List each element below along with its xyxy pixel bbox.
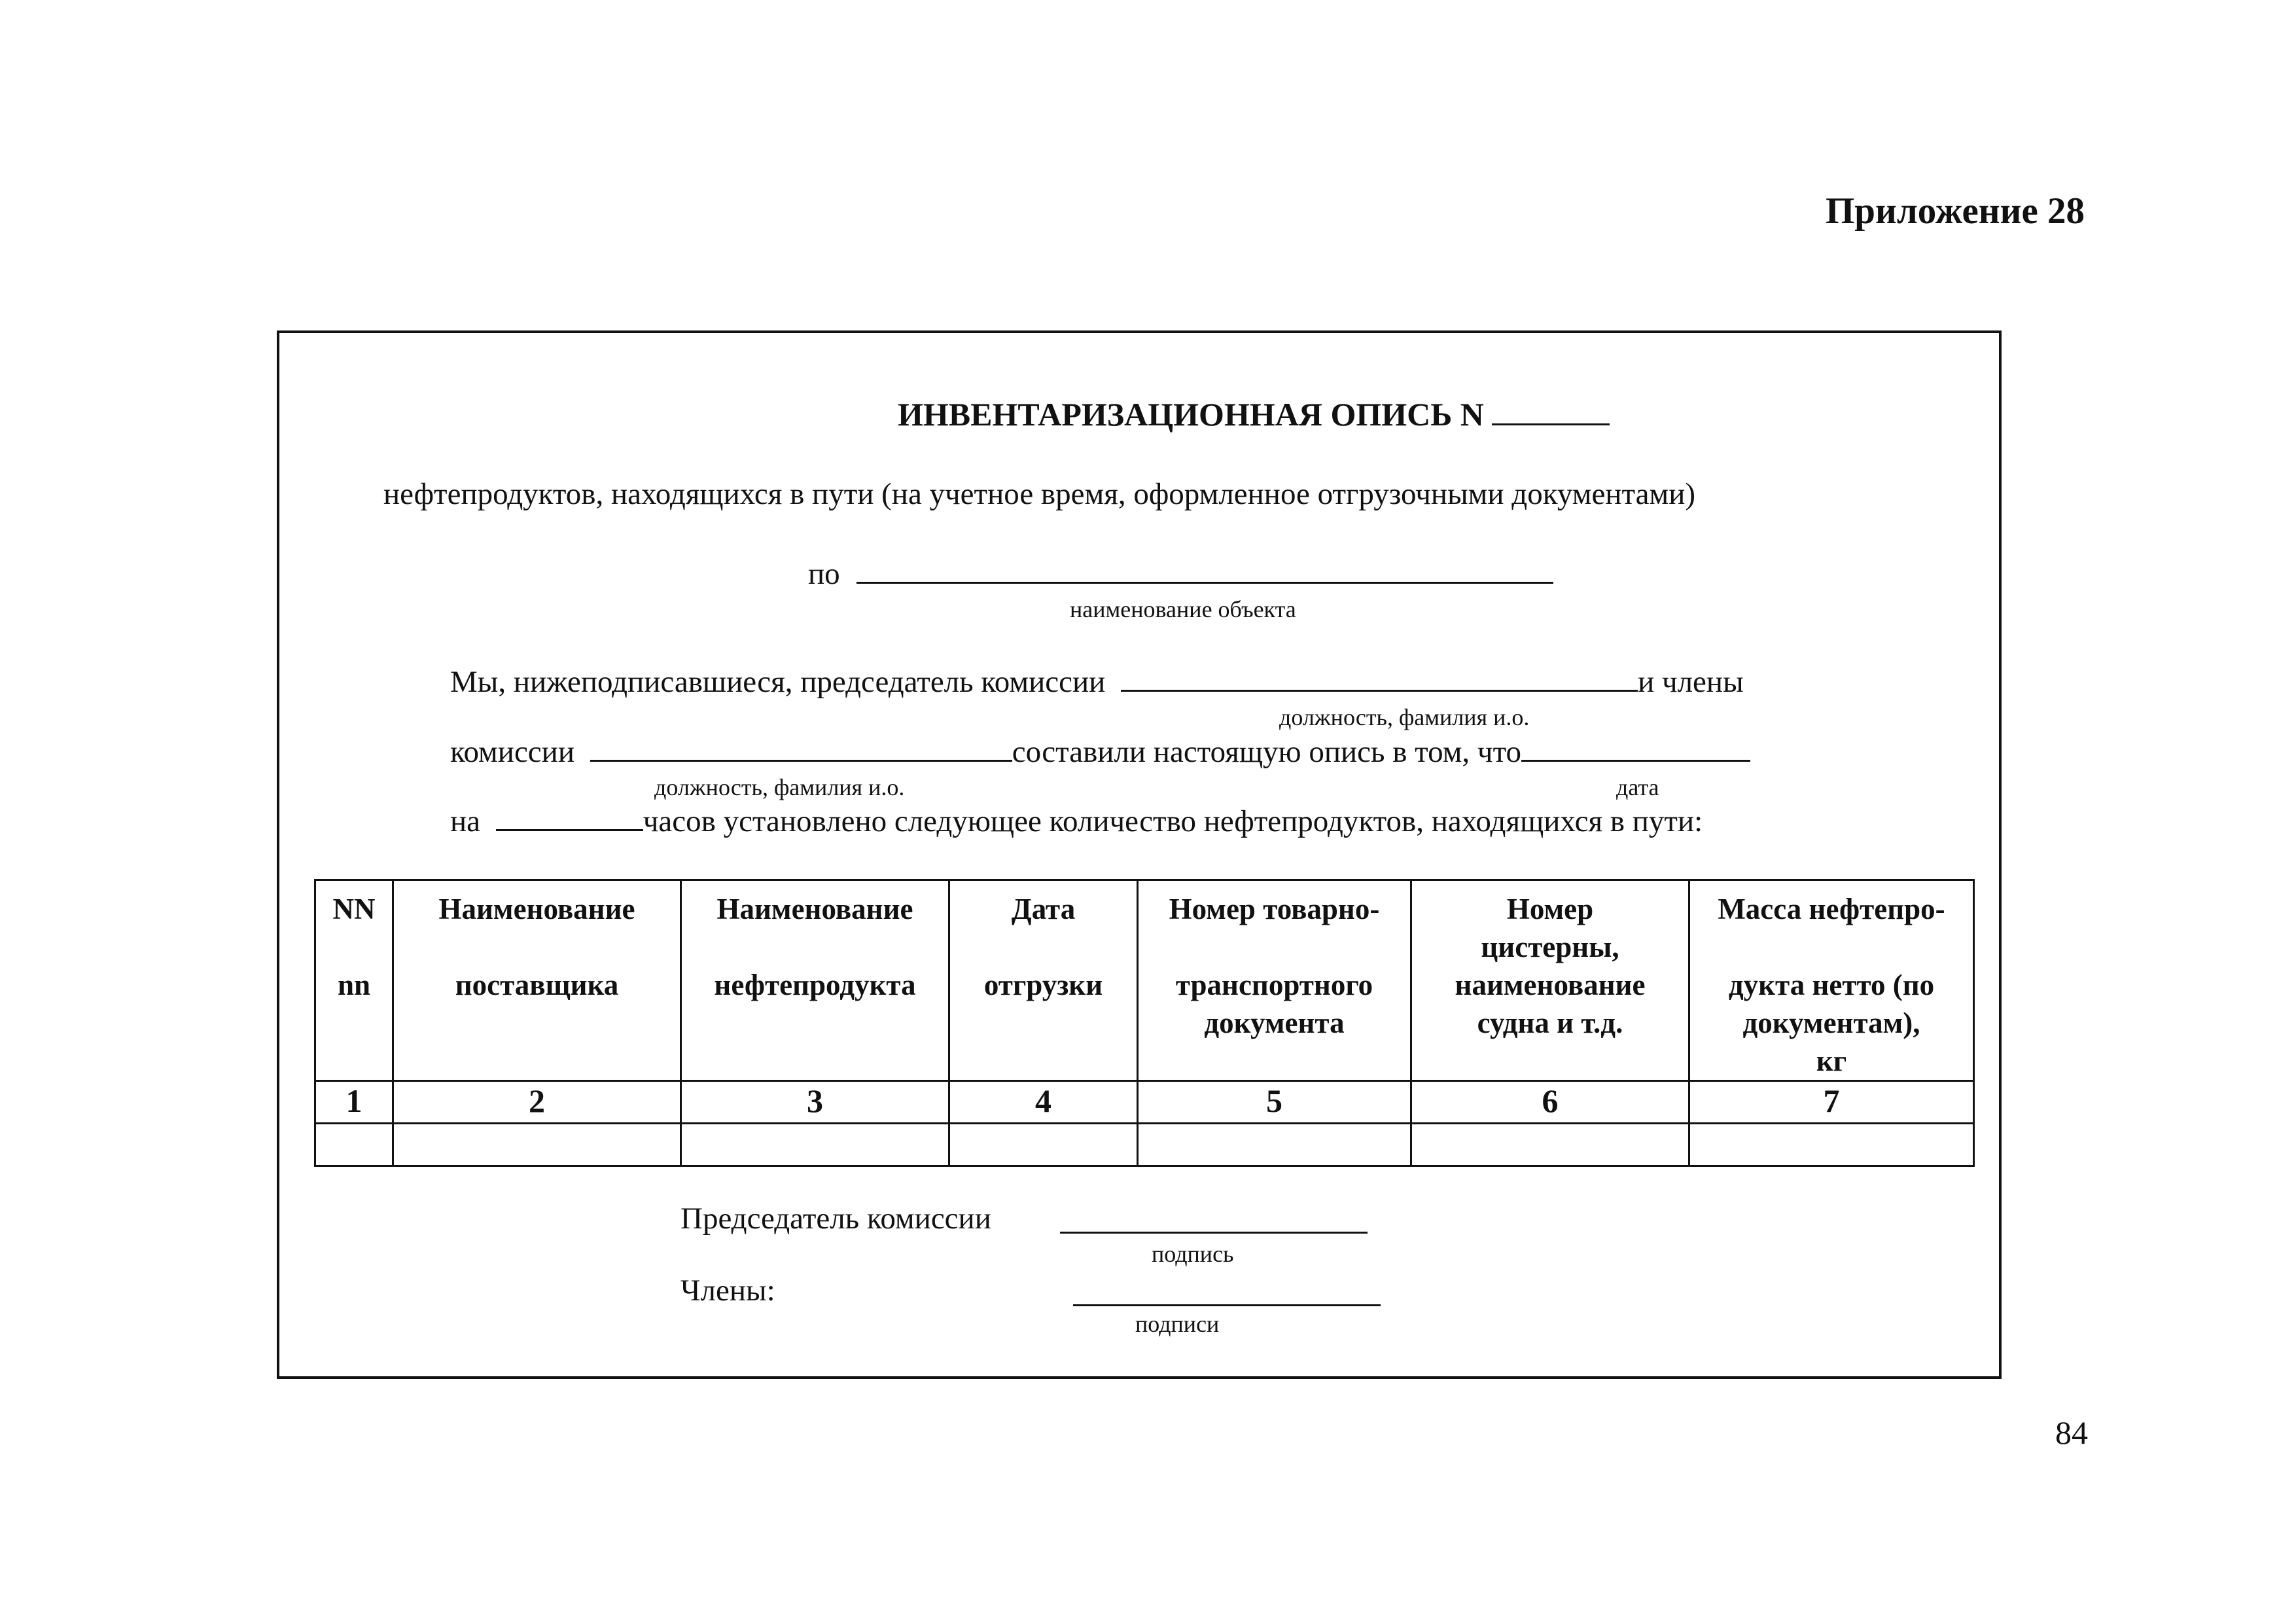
inventory-table: [314, 879, 1975, 1167]
header-line: Номер товарно-: [1169, 893, 1380, 925]
header-line: Дата: [1011, 893, 1076, 925]
title-text: ИНВЕНТАРИЗАЦИОННАЯ ОПИСЬ N: [898, 396, 1484, 433]
compiled-text: составили настоящую опись в том, что: [1012, 735, 1521, 769]
header-cell-supplier: [393, 880, 681, 1081]
date-caption: дата: [1616, 774, 1659, 800]
header-line: отгрузки: [983, 969, 1103, 1001]
header-line: Наименование: [438, 893, 635, 925]
object-blank: [857, 582, 1553, 584]
number-blank: [1492, 423, 1610, 425]
paragraph-line-3: [450, 804, 1703, 839]
members-word: и члены: [1638, 665, 1744, 699]
table-cell: [1411, 1124, 1689, 1166]
members-caption: должность, фамилия и.о.: [654, 774, 905, 800]
chair-signature-label: Председатель комиссии: [680, 1202, 991, 1236]
chair-signature-caption: подпись: [1152, 1241, 1234, 1267]
header-cell-mass: [1689, 880, 1974, 1081]
header-cell-waybill: [1138, 880, 1411, 1081]
column-number: 6: [1411, 1081, 1689, 1124]
members-signature-line: [1073, 1304, 1381, 1306]
document-title: [898, 395, 1610, 433]
date-blank: [1521, 760, 1750, 762]
table-header-row: [315, 880, 1974, 1081]
column-number: 5: [1138, 1081, 1411, 1124]
header-line: дукта нетто (по: [1728, 969, 1935, 1001]
table-row: [315, 1124, 1974, 1166]
header-line: Наименование: [716, 893, 913, 925]
header-line: Масса нефтепро-: [1718, 893, 1945, 925]
chair-signature-line: [1060, 1232, 1368, 1234]
header-cell-tank: [1411, 880, 1689, 1081]
header-line: документам),: [1742, 1007, 1920, 1039]
header-line: кг: [1816, 1044, 1847, 1077]
chair-caption: должность, фамилия и.о.: [1279, 704, 1530, 730]
table-cell: [1689, 1124, 1974, 1166]
at-word: на: [450, 804, 481, 838]
hours-blank: [496, 829, 643, 831]
paragraph-line-1: [450, 664, 1744, 700]
object-line: [808, 556, 1553, 592]
appendix-label: Приложение 28: [1825, 190, 2085, 232]
page-number: 84: [2055, 1414, 2088, 1451]
column-number: 7: [1689, 1081, 1974, 1124]
header-line: транспортного: [1175, 969, 1373, 1001]
table-cell: [949, 1124, 1138, 1166]
header-cell-ship-date: [949, 880, 1138, 1081]
members-signature-label: Члены:: [680, 1274, 775, 1308]
column-number: 4: [949, 1081, 1138, 1124]
header-line: нефтепродукта: [714, 969, 916, 1001]
table-cell: [315, 1124, 393, 1166]
table-cell: [1138, 1124, 1411, 1166]
members-signature-caption: подписи: [1135, 1311, 1220, 1337]
column-number: 2: [393, 1081, 681, 1124]
header-line: наименование: [1455, 969, 1646, 1001]
header-line: судна и т.д.: [1477, 1007, 1623, 1039]
column-number: 1: [315, 1081, 393, 1124]
chair-intro: Мы, нижеподписавшиеся, председатель комиссии: [450, 665, 1106, 699]
header-line: документа: [1204, 1007, 1345, 1039]
header-line: цистерны,: [1481, 931, 1619, 963]
header-cell-product: [681, 880, 949, 1081]
header-line: поставщика: [455, 969, 619, 1001]
header-line: nn: [337, 969, 371, 1001]
table-cell: [393, 1124, 681, 1166]
column-number: 3: [681, 1081, 949, 1124]
members-blank: [590, 760, 1012, 762]
paragraph-line-2: [450, 734, 1750, 770]
chair-blank: [1121, 690, 1638, 692]
header-line: Номер: [1506, 893, 1594, 925]
object-prefix: по: [808, 557, 840, 591]
object-caption: наименование объекта: [1070, 596, 1296, 622]
quantity-text: часов установлено следующее количество нефтепродуктов, находящихся в пути:: [643, 804, 1703, 838]
document-subtitle: нефтепродуктов, находящихся в пути (на учетное время, оформленное отгрузочными документами): [383, 477, 1696, 511]
table-number-row: [315, 1081, 1974, 1124]
header-line: NN: [332, 893, 376, 925]
header-cell-number: [315, 880, 393, 1081]
table-cell: [681, 1124, 949, 1166]
commission-word: комиссии: [450, 735, 574, 769]
